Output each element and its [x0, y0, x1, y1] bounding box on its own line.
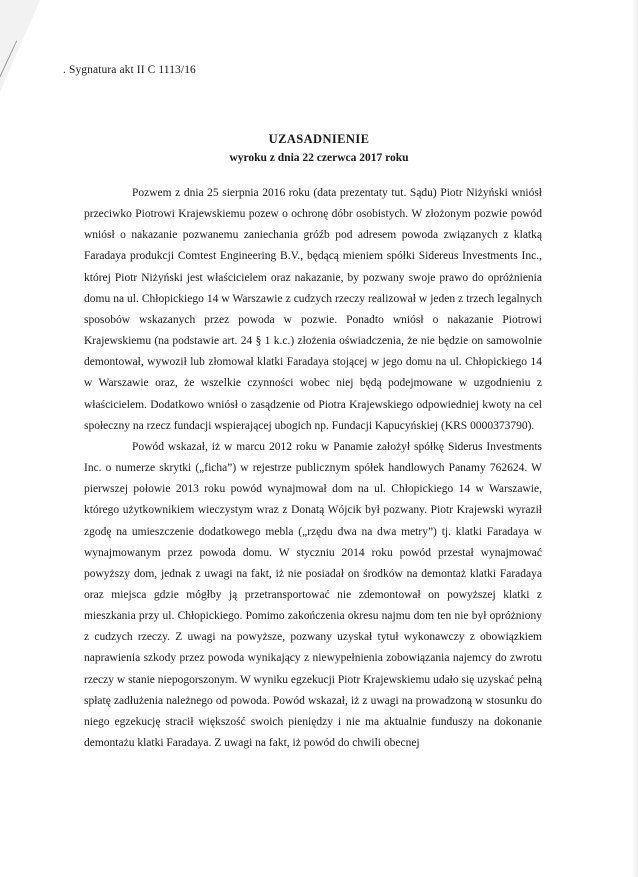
body-text — [84, 183, 542, 754]
case-signature: . Sygnatura akt II C 1113/16 — [63, 64, 196, 76]
folded-corner — [0, 0, 40, 92]
paragraph-1: Pozwem z dnia 25 sierpnia 2016 roku (data prezentaty tut. Sądu) Piotr Niżyński wniósł przeciwko Piotrowi Krajewskiemu pozew o ochronę dóbr osobistych. W złożonym pozwie powód wniósł o nakazanie pozwanemu zaniechania gróźb pod adresem powoda związanych z klatką Faradaya produkcji Comtest Engineering B.V., będącą mieniem spółki Sidereus Investments Inc., której Piotr Niżyński jest właścicielem oraz nakazanie, by pozwany swoje prawo do opróżnienia domu na ul. Chłopickiego 14 w Warszawie z cudzych rzeczy realizował w jeden z trzech legalnych sposobów wskazanych przez powoda w pozwie. Ponadto wniósł o nakazanie Piotrowi Krajewskiemu (na podstawie art. 24 § 1 k.c.) złożenia oświadczenia, że nie będzie on samowolnie demontował, wywoził lub złomował klatki Faradaya stojącej w jego domu na ul. Chłopickiego 14 w Warszawie oraz, że wszelkie czynności wobec niej będą podejmowane w uzgodnieniu z właścicielem. Dodatkowo wniósł o zasądzenie od Piotra Krajewskiego odpowiedniej kwoty na cel społeczny na rzecz fundacji wspierającej ubogich np. Fundacji Kapucyńskiej (KRS 0000373790). — [84, 187, 542, 432]
scan-edge-shadow — [632, 0, 638, 877]
document-subtitle: wyroku z dnia 22 czerwca 2017 roku — [229, 152, 409, 164]
document-title: UZASADNIENIE — [268, 132, 370, 146]
paragraph-2: Powód wskazał, iż w marcu 2012 roku w Panamie założył spółkę Siderus Investments Inc. o numerze skrytki („ficha”) w rejestrze publicznym spółek handlowych Panamy 762624. W pierwszej połowie 2013 roku powód wynajmował dom na ul. Chłopickiego 14 w Warszawie, którego użytkownikiem wieczystym wraz z Donatą Wójcik był pozwany. Piotr Krajewski wyraził zgodę na umieszczenie dodatkowego mebla („rzędu dwa na dwa metry”) tj. klatki Faradaya w wynajmowanym przez powoda domu. W styczniu 2014 roku powód przestał wynajmować powyższy dom, jednak z uwagi na fakt, iż nie posiadał on środków na demontaż klatki Faradaya oraz miejsca gdzie mógłby ją przetransportować nie zdemontował on powyższej klatki z mieszkania przy ul. Chłopickiego. Pomimo zakończenia okresu najmu dom ten nie był opróżniony z cudzych rzeczy. Z uwagi na powyższe, pozwany uzyskał tytuł wykonawczy z obowiązkiem naprawienia szkody przez powoda wynikający z niewypełnienia zobowiązania najemcy do zwrotu rzeczy w stanie niepogorszonym. W wyniku egzekucji Piotr Krajewskiemu udało się uzyskać pełną spłatę zadłużenia należnego od powoda. Powód wskazał, iż z uwagi na prowadzoną w stosunku do niego egzekucję stracił większość swoich pieniędzy i nie ma aktualnie funduszy na dokonanie demontażu klatki Faradaya. Z uwagi na fakt, iż powód do chwili obecnej — [84, 440, 542, 750]
